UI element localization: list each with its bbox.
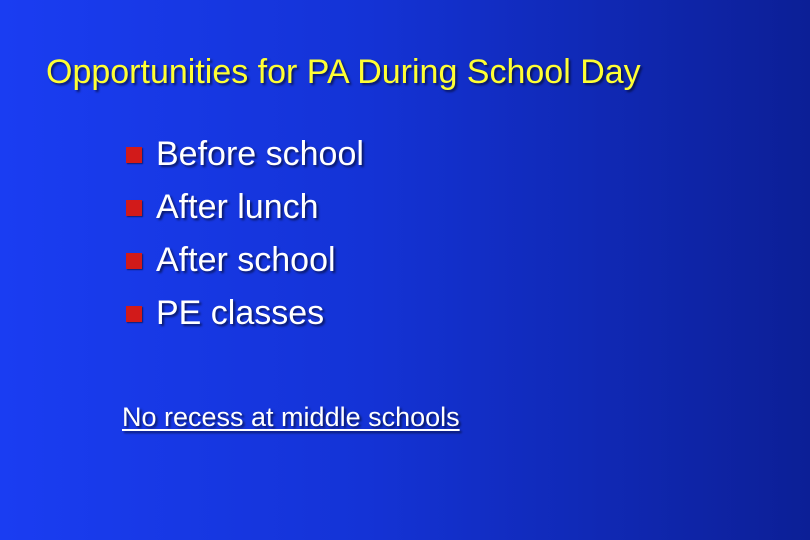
bullet-item (126, 128, 364, 181)
bullet-text: After lunch (156, 188, 319, 226)
bullet-list (126, 128, 364, 340)
square-bullet-icon (126, 253, 142, 269)
square-bullet-icon (126, 147, 142, 163)
bullet-item (126, 287, 364, 340)
bullet-item (126, 181, 364, 234)
bullet-item (126, 234, 364, 287)
square-bullet-icon (126, 306, 142, 322)
bullet-text: PE classes (156, 294, 325, 332)
slide-note: No recess at middle schools (122, 402, 460, 432)
slide-title: Opportunities for PA During School Day (46, 53, 641, 91)
bullet-text: Before school (156, 135, 364, 173)
square-bullet-icon (126, 200, 142, 216)
bullet-text: After school (156, 241, 336, 279)
